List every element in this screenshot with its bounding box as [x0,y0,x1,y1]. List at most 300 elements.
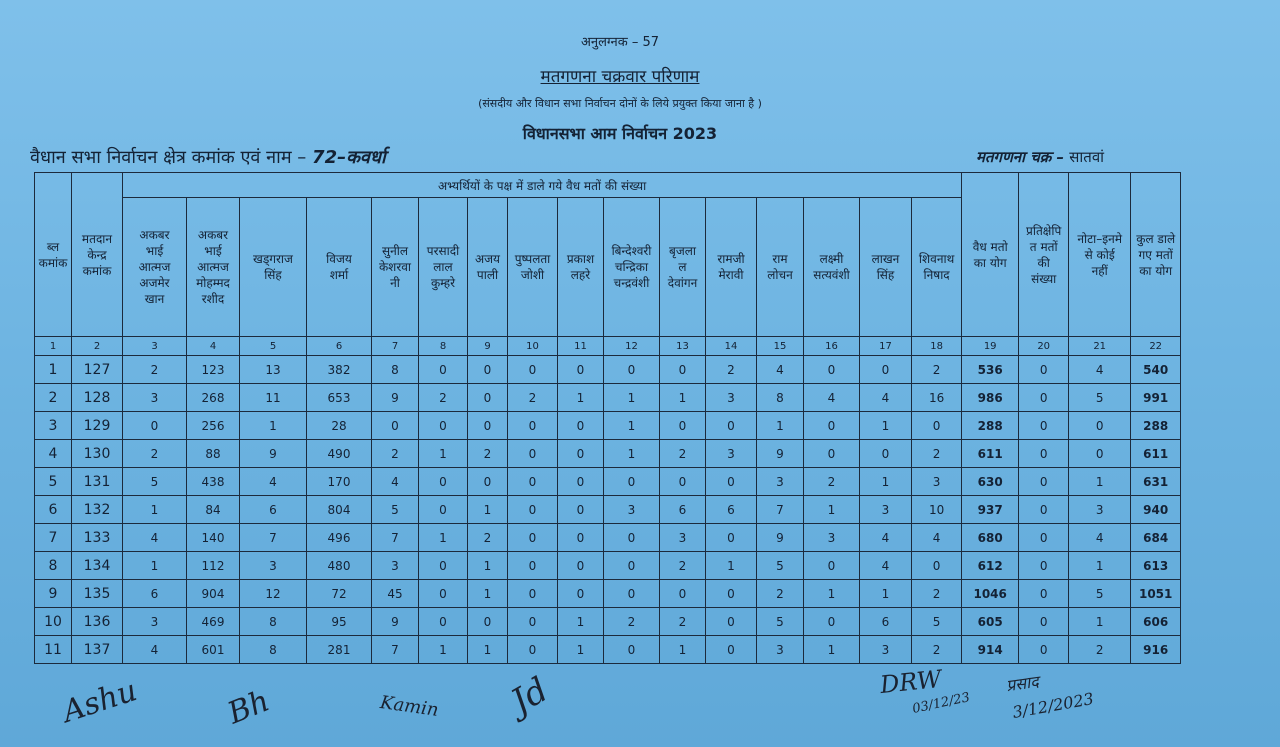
table-cell: 9 [757,524,804,552]
table-cell: 2 [912,636,962,664]
table-cell: 0 [860,440,912,468]
table-cell: 0 [468,384,508,412]
table-cell: 605 [962,608,1019,636]
table-cell: 0 [604,552,660,580]
column-header-candidate: शिवनाथ निषाद [912,198,962,337]
table-cell: 0 [419,608,468,636]
table-cell: 0 [706,524,757,552]
table-cell: 0 [508,552,558,580]
table-cell: 1 [860,468,912,496]
table-cell: 611 [1131,440,1181,468]
table-cell: 4 [860,552,912,580]
table-cell: 914 [962,636,1019,664]
table-cell: 536 [962,356,1019,384]
table-cell: 0 [468,468,508,496]
table-cell: 84 [187,496,240,524]
table-cell: 916 [1131,636,1181,664]
constituency-value: 72–कवर्धा [312,147,386,168]
column-number: 12 [604,337,660,356]
table-cell: 13 [240,356,307,384]
table-row [35,384,1181,412]
column-number: 8 [419,337,468,356]
table-cell: 1 [804,636,860,664]
table-cell: 129 [72,412,123,440]
signature-3: Kamin [378,692,440,721]
column-number: 7 [372,337,419,356]
table-cell: 0 [508,440,558,468]
column-header-candidate: लाखन सिंह [860,198,912,337]
table-cell: 0 [706,636,757,664]
document-subtitle: (संसदीय और विधान सभा निर्वाचन दोनों के लिये प्रयुक्त किया जाना है ) [478,97,762,110]
column-number-row [35,337,1181,356]
table-cell: 135 [72,580,123,608]
table-cell: 7 [372,524,419,552]
table-row [35,608,1181,636]
table-cell: 0 [660,468,706,496]
table-cell: 95 [307,608,372,636]
table-cell: 0 [804,608,860,636]
table-cell: 281 [307,636,372,664]
table-cell: 8 [757,384,804,412]
table-row [35,524,1181,552]
table-row [35,552,1181,580]
table-cell: 0 [419,552,468,580]
table-cell: 991 [1131,384,1181,412]
table-cell: 680 [962,524,1019,552]
table-cell: 5 [123,468,187,496]
table-cell: 0 [1019,384,1069,412]
table-cell: 2 [1069,636,1131,664]
table-cell: 1 [1069,552,1131,580]
table-cell: 2 [372,440,419,468]
table-cell: 1 [419,524,468,552]
signature-1: Ashu [58,673,142,730]
column-header-candidate: अकबर भाई आत्मज मोहम्मद रशीद [187,198,240,337]
table-cell: 123 [187,356,240,384]
table-cell: 136 [72,608,123,636]
table-cell: 0 [558,468,604,496]
table-cell: 2 [604,608,660,636]
column-number: 2 [72,337,123,356]
table-cell: 4 [1069,356,1131,384]
column-header-candidate: खड्गराज सिंह [240,198,307,337]
round-label: मतगणना चक्र – [976,148,1065,166]
column-number: 5 [240,337,307,356]
table-cell: 0 [706,608,757,636]
table-cell: 1 [804,496,860,524]
table-cell: 127 [72,356,123,384]
table-cell: 2 [468,524,508,552]
table-cell: 7 [35,524,72,552]
table-cell: 3 [240,552,307,580]
column-header-serial: ब्ल कमांक [35,173,72,337]
table-cell: 0 [604,524,660,552]
table-cell: 7 [240,524,307,552]
table-cell: 1 [757,412,804,440]
table-cell: 4 [372,468,419,496]
table-cell: 0 [1019,412,1069,440]
column-header-candidate: लक्ष्मी सत्यवंशी [804,198,860,337]
table-cell: 3 [123,608,187,636]
column-header-valid-total: वैध मतो का योग [962,173,1019,337]
table-cell: 1051 [1131,580,1181,608]
column-header-candidate: बिन्देश्वरी चन्द्रिका चन्द्रवंशी [604,198,660,337]
results-body [35,337,1181,664]
table-cell: 0 [660,580,706,608]
signature-6: प्रसाद [1004,671,1040,696]
column-number: 11 [558,337,604,356]
table-cell: 1 [468,552,508,580]
table-cell: 6 [240,496,307,524]
table-cell: 288 [1131,412,1181,440]
table-cell: 1046 [962,580,1019,608]
table-cell: 134 [72,552,123,580]
table-cell: 2 [660,552,706,580]
column-header-candidate: अकबर भाई आत्मज अजमेर खान [123,198,187,337]
table-cell: 0 [419,356,468,384]
table-cell: 9 [240,440,307,468]
table-cell: 2 [123,440,187,468]
table-cell: 601 [187,636,240,664]
table-cell: 9 [372,384,419,412]
constituency-label: वैधान सभा निर्वाचन क्षेत्र कमांक एवं नाम – [30,147,307,168]
table-cell: 0 [1019,636,1069,664]
table-cell: 1 [468,636,508,664]
table-cell: 4 [860,524,912,552]
column-number: 13 [660,337,706,356]
round-line [976,147,1104,167]
table-cell: 0 [1069,440,1131,468]
table-cell: 2 [912,440,962,468]
table-cell: 0 [558,580,604,608]
column-header-candidate: प्रकाश लहरे [558,198,604,337]
table-cell: 137 [72,636,123,664]
table-cell: 0 [508,356,558,384]
table-cell: 631 [1131,468,1181,496]
table-cell: 5 [757,608,804,636]
table-cell: 438 [187,468,240,496]
signature-5-date: 03/12/23 [911,690,972,717]
table-cell: 9 [757,440,804,468]
column-header-nota: नोटा–इनमे से कोई नहीं [1069,173,1131,337]
table-cell: 0 [1019,608,1069,636]
table-cell: 88 [187,440,240,468]
table-cell: 8 [240,608,307,636]
table-cell: 0 [604,356,660,384]
table-cell: 0 [604,580,660,608]
table-cell: 4 [860,384,912,412]
column-number: 22 [1131,337,1181,356]
table-cell: 0 [604,636,660,664]
table-cell: 606 [1131,608,1181,636]
table-cell: 7 [372,636,419,664]
table-cell: 6 [35,496,72,524]
table-cell: 1 [468,496,508,524]
table-cell: 3 [604,496,660,524]
table-cell: 3 [757,636,804,664]
table-cell: 268 [187,384,240,412]
column-number: 9 [468,337,508,356]
table-cell: 469 [187,608,240,636]
table-cell: 0 [372,412,419,440]
table-cell: 1 [558,636,604,664]
table-cell: 0 [508,580,558,608]
table-cell: 2 [419,384,468,412]
table-cell: 1 [804,580,860,608]
column-number: 10 [508,337,558,356]
table-cell: 0 [558,356,604,384]
table-cell: 0 [604,468,660,496]
column-number: 19 [962,337,1019,356]
table-cell: 0 [558,552,604,580]
table-cell: 3 [706,440,757,468]
table-cell: 2 [660,608,706,636]
table-cell: 0 [468,608,508,636]
column-header-candidate: रामजी मेरावी [706,198,757,337]
table-cell: 288 [962,412,1019,440]
table-cell: 1 [706,552,757,580]
table-cell: 72 [307,580,372,608]
table-cell: 0 [123,412,187,440]
table-cell: 1 [123,496,187,524]
table-cell: 540 [1131,356,1181,384]
table-cell: 612 [962,552,1019,580]
table-cell: 2 [757,580,804,608]
table-cell: 11 [35,636,72,664]
table-cell: 0 [706,580,757,608]
table-cell: 0 [508,412,558,440]
column-number: 6 [307,337,372,356]
table-cell: 3 [757,468,804,496]
table-cell: 4 [123,636,187,664]
table-cell: 1 [35,356,72,384]
signature-5: DRW [878,664,943,700]
table-cell: 3 [804,524,860,552]
table-cell: 2 [123,356,187,384]
column-header-rejected: प्रतिक्षेपि त मतों की संख्या [1019,173,1069,337]
table-cell: 5 [35,468,72,496]
table-cell: 5 [757,552,804,580]
table-cell: 0 [558,496,604,524]
column-number: 15 [757,337,804,356]
table-cell: 0 [508,524,558,552]
table-cell: 630 [962,468,1019,496]
table-row [35,468,1181,496]
annex-number: अनुलग्नक – 57 [580,35,660,50]
table-cell: 5 [372,496,419,524]
table-cell: 11 [240,384,307,412]
table-row [35,440,1181,468]
column-header-candidate: विजय शर्मा [307,198,372,337]
column-number: 18 [912,337,962,356]
table-cell: 940 [1131,496,1181,524]
table-cell: 45 [372,580,419,608]
table-cell: 0 [804,552,860,580]
table-cell: 0 [558,440,604,468]
table-cell: 611 [962,440,1019,468]
table-row [35,636,1181,664]
table-cell: 1 [604,412,660,440]
table-row [35,412,1181,440]
column-header-candidate: सुनील केशरवा नी [372,198,419,337]
candidate-group-header: अभ्यर्थियों के पक्ष में डाले गये वैध मतों की संख्या [123,173,962,198]
table-cell: 613 [1131,552,1181,580]
table-cell: 10 [912,496,962,524]
table-cell: 480 [307,552,372,580]
table-cell: 1 [604,440,660,468]
column-header-candidate: राम लोचन [757,198,804,337]
column-number: 4 [187,337,240,356]
table-row [35,356,1181,384]
table-cell: 0 [912,552,962,580]
table-cell: 8 [240,636,307,664]
column-number: 17 [860,337,912,356]
table-cell: 0 [1019,496,1069,524]
table-cell: 0 [1069,412,1131,440]
table-cell: 0 [706,468,757,496]
table-cell: 1 [1069,608,1131,636]
table-cell: 4 [123,524,187,552]
table-cell: 6 [123,580,187,608]
table-cell: 0 [1019,356,1069,384]
table-cell: 133 [72,524,123,552]
table-cell: 0 [508,636,558,664]
table-cell: 0 [468,356,508,384]
table-cell: 0 [804,440,860,468]
table-cell: 382 [307,356,372,384]
table-cell: 4 [804,384,860,412]
table-cell: 9 [372,608,419,636]
table-cell: 4 [1069,524,1131,552]
table-cell: 170 [307,468,372,496]
table-cell: 9 [35,580,72,608]
table-cell: 2 [706,356,757,384]
table-cell: 0 [1019,552,1069,580]
table-cell: 904 [187,580,240,608]
table-cell: 112 [187,552,240,580]
table-cell: 0 [558,524,604,552]
table-cell: 490 [307,440,372,468]
election-name: विधानसभा आम निर्वाचन 2023 [522,124,718,143]
column-number: 14 [706,337,757,356]
table-cell: 5 [912,608,962,636]
table-cell: 8 [35,552,72,580]
table-cell: 12 [240,580,307,608]
table-cell: 2 [660,440,706,468]
table-cell: 3 [372,552,419,580]
table-cell: 1 [419,636,468,664]
table-cell: 128 [72,384,123,412]
table-cell: 653 [307,384,372,412]
table-cell: 0 [912,412,962,440]
table-cell: 986 [962,384,1019,412]
column-number: 20 [1019,337,1069,356]
table-cell: 3 [660,524,706,552]
table-cell: 0 [1019,440,1069,468]
table-cell: 5 [1069,580,1131,608]
column-header-candidate: बृजला ल देवांगन [660,198,706,337]
table-cell: 5 [1069,384,1131,412]
table-cell: 3 [1069,496,1131,524]
table-cell: 0 [1019,524,1069,552]
constituency-line [30,145,386,169]
table-cell: 0 [419,412,468,440]
table-cell: 16 [912,384,962,412]
column-number: 1 [35,337,72,356]
table-cell: 0 [508,608,558,636]
column-number: 3 [123,337,187,356]
table-cell: 1 [660,384,706,412]
table-cell: 0 [1019,580,1069,608]
table-cell: 0 [419,468,468,496]
table-cell: 1 [660,636,706,664]
table-cell: 6 [660,496,706,524]
table-cell: 0 [508,496,558,524]
table-cell: 0 [706,412,757,440]
signature-2: Bh [222,683,275,732]
table-cell: 1 [468,580,508,608]
column-header-total-votes: कुल डाले गए मतों का योग [1131,173,1181,337]
table-cell: 132 [72,496,123,524]
table-cell: 0 [804,412,860,440]
table-row [35,580,1181,608]
column-header-candidate: अजय पाली [468,198,508,337]
table-cell: 0 [804,356,860,384]
table-cell: 2 [912,580,962,608]
table-cell: 3 [912,468,962,496]
table-cell: 1 [240,412,307,440]
table-cell: 3 [123,384,187,412]
table-cell: 1 [419,440,468,468]
table-cell: 3 [860,496,912,524]
table-cell: 28 [307,412,372,440]
table-cell: 10 [35,608,72,636]
table-cell: 1 [1069,468,1131,496]
signature-4: Jd [504,669,556,723]
table-cell: 1 [123,552,187,580]
table-cell: 140 [187,524,240,552]
results-table [34,172,1181,664]
table-cell: 2 [35,384,72,412]
table-cell: 7 [757,496,804,524]
table-cell: 3 [706,384,757,412]
table-cell: 1 [558,384,604,412]
column-number: 16 [804,337,860,356]
table-cell: 937 [962,496,1019,524]
table-cell: 256 [187,412,240,440]
table-row [35,496,1181,524]
table-cell: 2 [804,468,860,496]
table-cell: 1 [558,608,604,636]
table-cell: 0 [419,496,468,524]
table-cell: 0 [558,412,604,440]
table-cell: 0 [419,580,468,608]
table-cell: 4 [912,524,962,552]
signature-6-date: 3/12/2023 [1010,689,1096,722]
table-cell: 0 [660,356,706,384]
table-cell: 1 [604,384,660,412]
table-cell: 2 [508,384,558,412]
column-header-booth: मतदान केन्द्र कमांक [72,173,123,337]
table-cell: 130 [72,440,123,468]
table-cell: 0 [508,468,558,496]
table-cell: 3 [860,636,912,664]
table-cell: 6 [706,496,757,524]
table-cell: 3 [35,412,72,440]
column-number: 21 [1069,337,1131,356]
table-cell: 4 [240,468,307,496]
table-cell: 804 [307,496,372,524]
